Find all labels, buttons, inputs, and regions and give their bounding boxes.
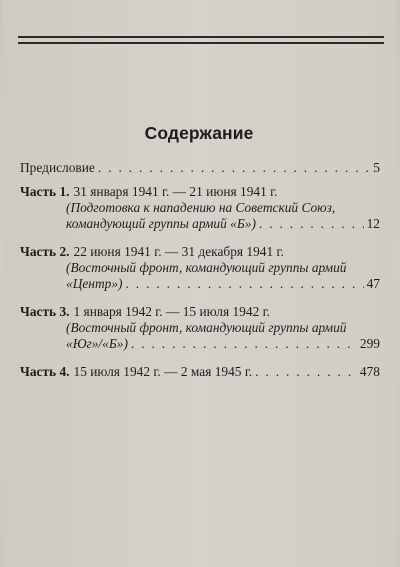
page-number: 12 — [366, 216, 380, 231]
dot-leader — [255, 364, 357, 380]
toc-line — [20, 244, 380, 260]
toc-entry-part-4 — [20, 364, 380, 380]
toc-line — [20, 364, 380, 380]
page-number: 299 — [359, 336, 380, 351]
toc-line — [20, 184, 380, 200]
part-dates: 15 июля 1942 г. — 2 мая 1945 г. — [73, 364, 253, 379]
toc-line — [20, 276, 380, 292]
part-label: Часть 3. — [20, 304, 70, 319]
part-label: Часть 4. — [20, 364, 70, 379]
part-description: командующий группы армий «Б») — [66, 216, 256, 231]
dot-leader — [259, 216, 364, 232]
toc-entry-part-2 — [20, 244, 380, 292]
part-description: (Восточный фронт, командующий группы армий — [66, 320, 347, 335]
part-description: «Юг»/«Б») — [66, 336, 128, 351]
toc-heading: Содержание — [144, 123, 254, 143]
part-label: Часть 1. — [20, 184, 70, 199]
part-dates: 22 июня 1941 г. — 31 декабря 1941 г. — [73, 244, 284, 259]
table-of-contents — [20, 160, 380, 392]
dot-leader — [98, 160, 370, 176]
toc-line — [20, 304, 380, 320]
toc-entry-title: Предисловие — [20, 160, 95, 175]
part-description: (Восточный фронт, командующий группы армий — [66, 260, 347, 275]
toc-line — [20, 200, 380, 216]
header-rule-top — [18, 36, 384, 38]
toc-entry-part-3 — [20, 304, 380, 352]
toc-line — [20, 336, 380, 352]
book-page — [2, 0, 396, 567]
toc-line — [20, 216, 380, 232]
toc-line — [20, 320, 380, 336]
dot-leader — [125, 276, 363, 292]
header-rule-bottom — [18, 42, 384, 44]
toc-entry-preface — [20, 160, 380, 176]
toc-entry-part-1 — [20, 184, 380, 232]
part-dates: 31 января 1941 г. — 21 июня 1941 г. — [73, 184, 278, 199]
page-number: 47 — [366, 276, 380, 291]
part-description: (Подготовка к нападению на Советский Союз, — [66, 200, 336, 215]
toc-line — [20, 260, 380, 276]
page-number: 478 — [359, 364, 380, 379]
part-dates: 1 января 1942 г. — 15 июля 1942 г. — [73, 304, 270, 319]
page-number: 5 — [373, 160, 380, 175]
part-description: «Центр») — [66, 276, 123, 291]
dot-leader — [131, 336, 357, 352]
toc-line — [20, 160, 380, 176]
part-label: Часть 2. — [20, 244, 70, 259]
